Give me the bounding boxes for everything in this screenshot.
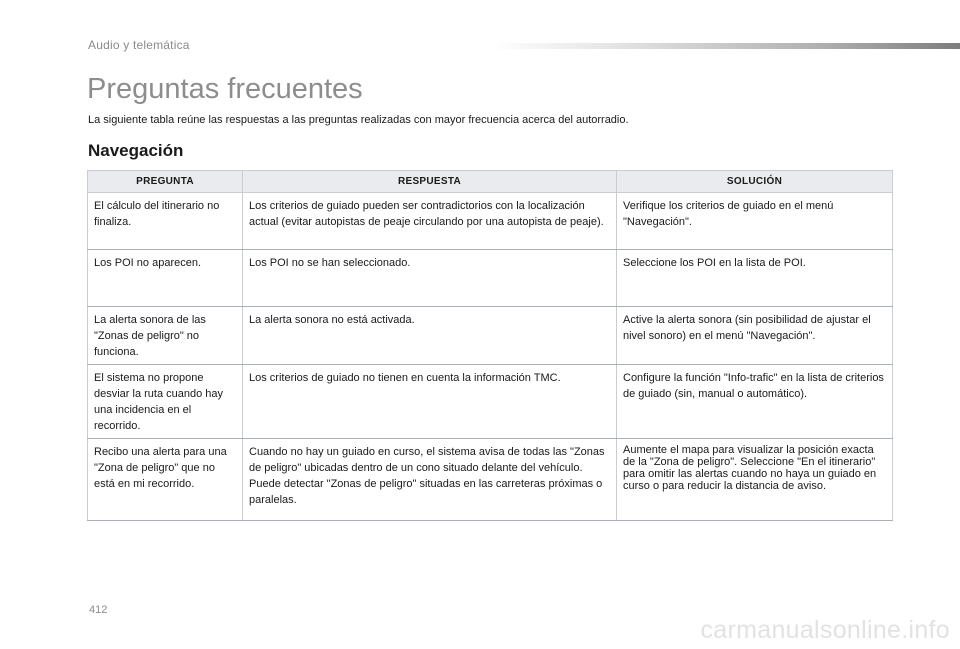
solution-cell: Seleccione los POI en la lista de POI. [617,250,893,307]
page-title: Preguntas frecuentes [87,73,363,105]
table-row [88,307,893,365]
answer-cell: La alerta sonora no está activada. [243,307,617,365]
solution-cell: Aumente el mapa para visualizar la posición exacta de la "Zona de peligro". Seleccione "En el itinerario" para omitir las alertas cuando no haya un guiado en curso o para reducir la distancia de aviso. [617,439,893,521]
answer-cell: Los POI no se han seleccionado. [243,250,617,307]
column-header-question: PREGUNTA [88,171,243,193]
answer-cell: Cuando no hay un guiado en curso, el sistema avisa de todas las "Zonas de peligro" ubicadas dentro de un cono situado delante del vehículo. Puede detectar "Zonas de peligro" situadas en las carreteras próximas o paralelas. [243,439,617,521]
question-cell: El sistema no propone desviar la ruta cuando hay una incidencia en el recorrido. [88,365,243,439]
column-header-solution: SOLUCIÓN [617,171,893,193]
solution-cell: Configure la función "Info-trafic" en la lista de criterios de guiado (sin, manual o automático). [617,365,893,439]
question-cell: Recibo una alerta para una "Zona de peligro" que no está en mi recorrido. [88,439,243,521]
faq-table [87,170,893,521]
page-number: 412 [89,604,108,616]
header-gradient-bar [490,43,960,49]
watermark: carmanualsonline.info [700,616,950,644]
answer-cell: Los criterios de guiado pueden ser contradictorios con la localización actual (evitar autopistas de peaje circulando por una autopista de peaje). [243,193,617,250]
intro-text: La siguiente tabla reúne las respuestas a las preguntas realizadas con mayor frecuencia acerca del autorradio. [88,114,629,126]
question-cell: El cálculo del itinerario no finaliza. [88,193,243,250]
table-row [88,250,893,307]
table-header-row [88,171,893,193]
solution-cell: Verifique los criterios de guiado en el menú "Navegación". [617,193,893,250]
question-cell: Los POI no aparecen. [88,250,243,307]
column-header-answer: RESPUESTA [243,171,617,193]
question-cell: La alerta sonora de las "Zonas de peligro" no funciona. [88,307,243,365]
solution-cell: Active la alerta sonora (sin posibilidad de ajustar el nivel sonoro) en el menú "Navegación". [617,307,893,365]
table-row [88,439,893,521]
table-row [88,365,893,439]
section-heading: Navegación [88,141,184,160]
table-row [88,193,893,250]
answer-cell: Los criterios de guiado no tienen en cuenta la información TMC. [243,365,617,439]
section-label: Audio y telemática [88,38,190,52]
